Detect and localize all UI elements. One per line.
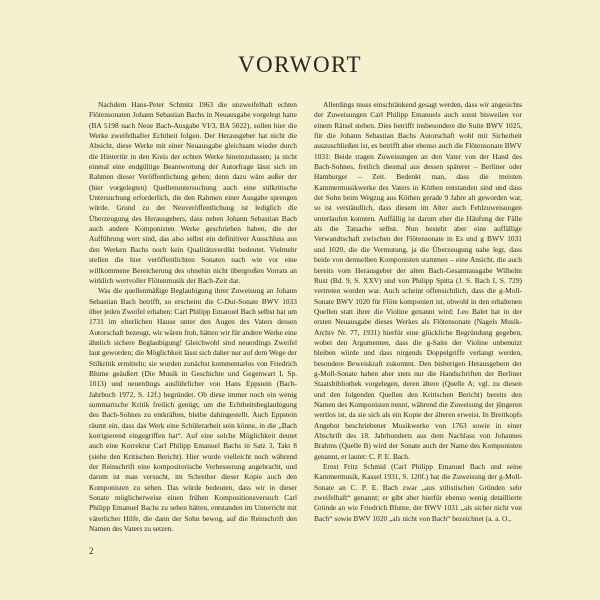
paragraph: Was die quellenmäßige Beglaubigung ihrer Zuweisung an Johann Sebastian Bach betrifft, so erscheint die C-Dur-Sonate BWV 1033 über jeden Zweifel erhaben: Carl Philipp Emanuel Bach selbst hat um 1731 im elterlichen Hause unter den Augen des Vaters dessen Autorschaft bezeugt, wir wären froh, hätten wir für andere Werke eine ähnlich sichere Beglaubigung! Gleichwohl sind neuerdings Zweifel laut geworden; die Möglichkeit lässt sich daher nur auf dem Wege der Stilkritik ermitteln; sie wurden zunächst kommentarlos von Friedrich Blume geäußert (Die Musik in Geschichte und Gegenwart I, Sp. 1013) und neuerdings ausführlicher von Hans Eppstein (Bach-Jahrbuch 1972, S. 12f.) begründet. Ob diese immer noch ein wenig summarische Kritik freilich genügt, um die Echtheitsbeglaubigung des Bach-Sohnes zu entkräften, bleibe dahingestellt. Auch Eppstein räumt ein, dass das Werk eine Schülerarbeit sein könne, in die „Bach korrigierend eingegriffen hat“. Auf eine solche Möglichkeit deutet auch eine Korrektur Carl Philipp Emanuel Bachs in Satz 3, Takt 8 (siehe den Kritischen Bericht). Hier wurde vielleicht noch während der Reinschrift eine kompositorische Verbesserung angebracht, und darum ist man versucht, im Schreiber dieser Kopie auch den Komponisten zu sehen. Das würde bedeuten, dass wir in dieser Sonate möglicherweise einen frühen Kompositionsversuch Carl Philipp Emanuel Bachs zu sehen hätten, entstanden im Unterricht mit väterlicher Hilfe, die dann der Sohn bewog, auf die Reinschrift den Namen des Vaters zu setzen.: [89, 286, 297, 534]
left-column: [89, 100, 297, 534]
page-number: 2: [89, 546, 94, 556]
paragraph: Nachdem Hans-Peter Schmitz 1963 die unzweifelhaft echten Flötensonaten Johann Sebastian Bachs in Neuausgabe vorgelegt hatte (BA 5198 nach Neue Bach-Ausgabe VI/3, BA 5022), sollen hier die Werke zweifelhafter Echtheit folgen. Der Herausgeber hat nicht die Absicht, diese Werke mit einer Neuausgabe gleichsam wieder durch die Hintertür in den Kreis der echten Werke hineinzulassen; ja nicht einmal eine endgültige Beantwortung der Autorfrage lässt sich im Rahmen dieser Veröffentlichung geben; denn dazu wäre außer der (hier vorgelegten) Quellenuntersuchung auch eine stilkritische Untersuchung erforderlich, die den Rahmen einer Ausgabe sprengen würde. Grund zu der Neuveröffentlichung ist lediglich die Überzeugung des Herausgebers, dass neben Johann Sebastian Bach auch andere Komponisten Werke geschrieben haben, die der Aufführung wert sind, das also selbst ein definitiver Ausschluss aus den Werken Bachs noch kein Qualitätsverdikt bedeutet. Vielmehr stellen die hier veröffentlichten Sonaten nach wie vor eine willkommene Bereicherung des ohnehin nicht übergroßen Vorrats an wirklich wertvoller Flötenmusik der Bach-Zeit dar.: [89, 100, 297, 285]
paragraph: Ernst Fritz Schmid (Carl Philipp Emanuel Bach und seine Kammermusik, Kassel 1931, S. 120f.) hat die Zuweisung der g-Moll-Sonate an C. P. E. Bach zwar „aus stilistischen Gründen sehr zweifelhaft“ genannt; er gibt aber hierfür ebenso wenig detaillierte Gründe an wie Friedrich Blume, der BWV 1031 „als sicher nicht von Bach“ sowie BWV 1020 „als nicht von Bach“ bezeichnet (a. a. O.,: [314, 462, 522, 523]
right-column: [314, 100, 522, 524]
page-title: VORWORT: [237, 52, 363, 77]
paragraph: Allerdings muss einschränkend gesagt werden, dass wir angesichts der Zuweisungen Carl Philipp Emanuels auch sonst bisweilen vor einem Rätsel stehen. Dies betrifft insbesondere die Suite BWV 1025, für die Johann Sebastian Bachs Autorschaft wohl mit Sicherheit auszuschließen ist, es betrifft aber ebenso auch die Flötensonate BWV 1031: Beide tragen Zuweisungen an den Vater von der Hand des Bach-Sohnes, freilich diesmal aus dessen späterer – Berliner oder Hamburger – Zeit. Bedenkt man, dass die meisten Kammermusikwerke des Vaters in Köthen entstanden sind und dass der Sohn beim Wegzug aus Köthen gerade 9 Jahre alt geworden war, so ist verständlich, dass diesem im Alter auch Fehlzuweisungen unterlaufen konnten. Auffällig ist darum eher die Häufung der Fälle als die Tatsache selbst. Nun besteht aber eine auffällige Verwandtschaft zwischen der Flötensonate in Es und g BWV 1031 und 1020, die die Vermutung, ja die Überzeugung nahe legt, dass beide von demselben Komponisten stammen – eine Ansicht, die auch bereits vom Herausgeber der alten Bach-Gesamtausgabe Wilhelm Rust (Bd. 9, S. XXV) und von Philipp Spitta (J. S. Bach I, S. 729) vertreten worden war. Auch scheint offensichtlich, dass die g-Moll-Sonate BWV 1020 für Flöte komponiert ist, obwohl in den erhaltenen Quellen statt ihrer die Violine genannt wird: Leo Balet hat in der ersten Neuausgabe dieses Werkes als Flötensonate (Nagels Musik-Archiv Nr. 77, 1931) hierfür eine glückliche Begründung gegeben, wobei den Argumenten, dass die g-Saite der Violine unbenutzt bleiben würde und dass nirgends Doppelgriffe verlangt werden, besondere Beweiskraft zukommt. Den bisherigen Herausgebern der g-Moll-Sonate haben aber stets nur die Handschriften der Berliner Staatsbibliothek vorgelegen, deren ältere (Quelle A; vgl. zu diesen und den folgenden Quellen den Kritischen Bericht) bereits den Namen des Komponisten nennt, während die Zuweisung der jüngeren wertlos ist, da sie sich als ein Kopie der älteren erweist. In Breitkopfs Angebot beschriebener Musikwerke von 1763 sowie in einer Abschrift des 18. Jahrhunderts aus dem Nachlass von Johannes Brahms (Quelle B) wird der Sonate auch der Name des Komponisten genannt, er lautet: C. P. E. Bach.: [314, 100, 522, 461]
